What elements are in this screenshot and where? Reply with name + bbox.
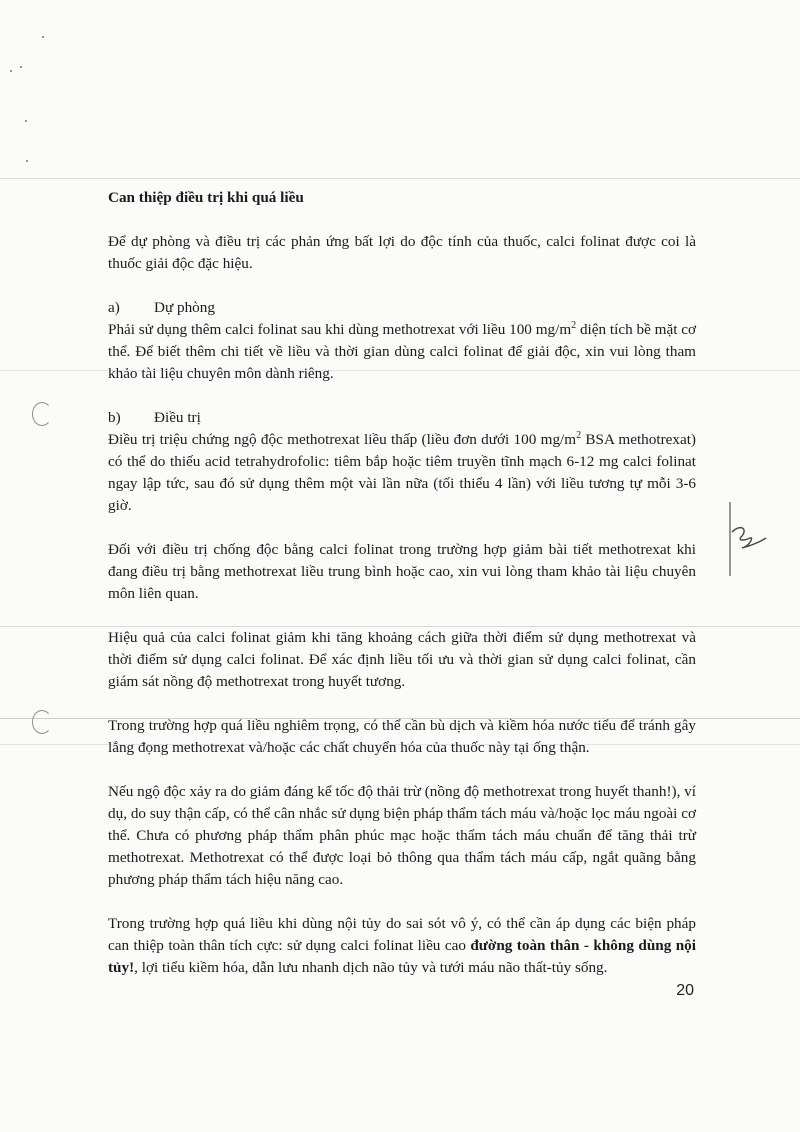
subsection-a-label: a) [108,299,120,316]
body-paragraph: Nếu ngộ độc xảy ra do giảm đáng kể tốc độ thải trừ (nồng độ methotrexat trong huyết thanh!), ví dụ, do suy thận cấp, có thể cân nhắc sử dụng biện pháp thẩm tách máu và/hoặc lọc máu ngoài cơ thể. Chưa có phương pháp thẩm phân phúc mạc hoặc thẩm tách máu chuẩn để tăng thải trừ methotrexat. Methotrexat có thể được loại bỏ thông qua thẩm tách máu cấp, ngắt quãng bằng phương pháp thẩm tách hiệu năng cao. [108,783,696,888]
subsection-b-title: Điều trị [154,409,201,426]
page-number: 20 [676,982,694,999]
body-paragraph: Đối với điều trị chống độc bằng calci folinat trong trường hợp giảm bài tiết methotrexat khi đang điều trị bằng methotrexat liều trung bình hoặc cao, xin vui lòng tham khảo tài liệu chuyên môn liên quan. [108,541,696,602]
section-heading: Can thiệp điều trị khi quá liều [108,189,304,206]
punch-hole-mark [32,710,52,734]
subsection-a-paragraph [108,319,696,385]
subsection-b-heading [108,407,696,429]
scan-speck [42,36,44,38]
scan-line [0,178,800,179]
scan-speck [10,70,12,72]
text-run: Điều trị triệu chứng ngộ độc methotrexat liều thấp (liều đơn dưới 100 mg/m [108,431,577,448]
scan-speck [20,66,22,68]
superscript: 2 [571,319,577,331]
superscript: 2 [576,429,582,441]
subsection-a-title: Dự phòng [154,299,215,316]
scan-speck [26,160,28,162]
text-run: Trong trường hợp quá liều khi dùng nội tủy do sai sót vô ý, có thể cần áp dụng các biện pháp can thiệp toàn thân tích cực: sử dụng calci folinat liều cao [108,915,696,954]
bold-text-run: đường toàn thân - không dùng nội tủy! [108,937,696,976]
document-body [108,187,696,1001]
punch-hole-mark [32,402,52,426]
text-run: , lợi tiểu kiềm hóa, dẫn lưu nhanh dịch não tủy và tưới máu não thất-tủy sống. [134,959,608,976]
subsection-a-heading [108,297,696,319]
text-run: BSA methotrexat) có thể do thiếu acid tetrahydrofolic: tiêm bắp hoặc tiêm truyền tĩnh mạch 6-12 mg calci folinat ngay lập tức, sau đó sử dụng thêm một vài lần nữa (tối thiểu 4 lần) với liều tương tự mỗi 3-6 giờ. [108,431,696,514]
subsection-b-label: b) [108,409,121,426]
last-paragraph [108,913,696,979]
body-paragraph: Trong trường hợp quá liều nghiêm trọng, có thể cần bù dịch và kiềm hóa nước tiểu để tránh gây lắng đọng methotrexat và/hoặc các chất chuyển hóa của thuốc này tại ống thận. [108,717,696,756]
text-run: Phải sử dụng thêm calci folinat sau khi dùng methotrexat với liều 100 mg/m [108,321,572,338]
subsection-b-paragraph [108,429,696,517]
intro-paragraph: Để dự phòng và điều trị các phản ứng bất lợi do độc tính của thuốc, calci folinat được coi là thuốc giải độc đặc hiệu. [108,233,696,272]
text-run: diện tích bề mặt cơ thể. Để biết thêm chi tiết về liều và thời gian dùng calci folinat để giải độc, xin vui lòng tham khảo tài liệu chuyên môn dành riêng. [108,321,696,382]
handwritten-initial [720,498,770,578]
scan-speck [25,120,27,122]
body-paragraph: Hiệu quả của calci folinat giảm khi tăng khoảng cách giữa thời điểm sử dụng methotrexat và thời điểm sử dụng calci folinat. Để xác định liều tối ưu và thời gian sử dụng calci folinat, cần giám sát nồng độ methotrexat trong huyết tương. [108,629,696,690]
